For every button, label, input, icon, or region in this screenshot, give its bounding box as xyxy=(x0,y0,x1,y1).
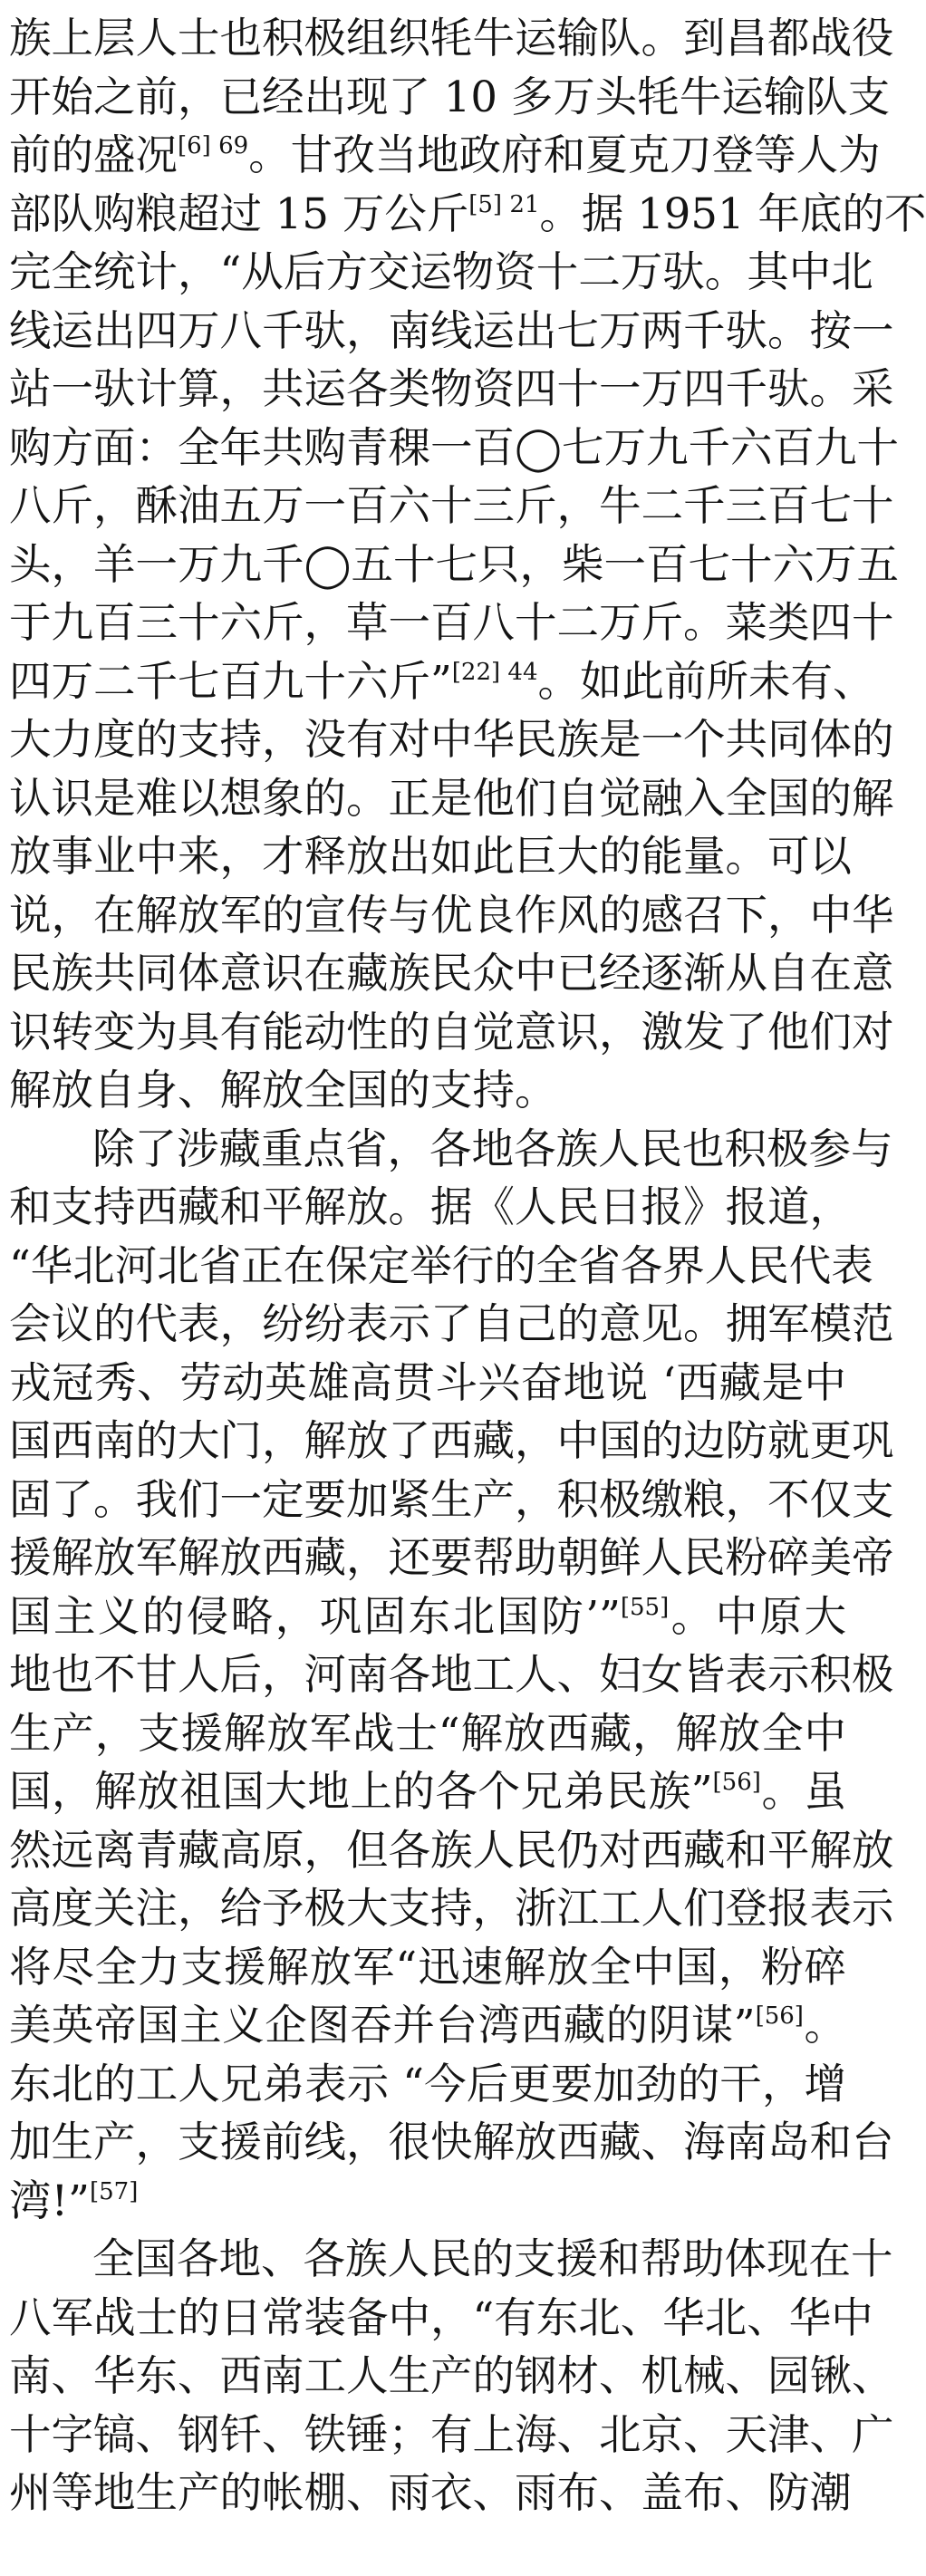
text-segment: 国西南的大门，解放了西藏，中国的边防就更巩 xyxy=(9,1416,894,1465)
text-segment: 然远离青藏高原，但各族人民仍对西藏和平解放 xyxy=(9,1825,894,1875)
text-segment: 高度关注，给予极大支持，浙江工人们登报表示 xyxy=(9,1884,894,1933)
citation-ref: [5] 21 xyxy=(468,190,540,218)
text-line xyxy=(9,1233,873,1298)
text-line xyxy=(9,64,891,130)
text-line xyxy=(9,1934,846,2000)
text-segment: 南、华东、西南工人生产的钢材、机械、园锹、 xyxy=(9,2351,894,2400)
text-segment: 说，在解放军的宣传与优良作风的感召下，中华 xyxy=(9,890,894,940)
text-segment: 。据 1951 年底的不 xyxy=(539,188,926,238)
text-segment: 完全统计，“从后方交运物资十二万驮。其中北 xyxy=(9,247,873,296)
text-line xyxy=(9,1701,846,1766)
text-line xyxy=(9,1408,894,1473)
text-segment: 固了。我们一定要加紧生产，积极缴粮，不仅支 xyxy=(9,1474,894,1524)
text-segment: 四万二千七百九十六斤” xyxy=(9,656,452,706)
text-segment: 购方面：全年共购青稞一百◯七万九千六百九十 xyxy=(9,422,900,472)
text-segment: 。如此前所未有、 xyxy=(537,656,875,706)
text-segment: 东北的工人兄弟表示 “今后更要加劲的干，增 xyxy=(9,2059,846,2108)
text-line xyxy=(9,1876,894,1941)
text-line xyxy=(9,824,852,889)
text-line xyxy=(9,2285,873,2350)
text-segment: 戎冠秀、劳动英雄高贯斗兴奋地说 ‘西藏是中 xyxy=(9,1357,846,1407)
text-segment: 。虽 xyxy=(760,1767,846,1816)
text-segment: 站一驮计算，共运各类物资四十一万四千驮。采 xyxy=(9,364,894,413)
text-segment: 美英帝国主义企图吞并台湾西藏的阴谋” xyxy=(9,2001,756,2050)
text-line xyxy=(9,1525,894,1590)
text-line xyxy=(9,1584,846,1649)
text-line xyxy=(9,1642,894,1707)
text-line xyxy=(92,2226,893,2291)
text-line xyxy=(9,2460,852,2525)
text-segment: 生产，支援解放军战士“解放西藏，解放全中 xyxy=(9,1708,846,1758)
text-segment: 湾!” xyxy=(9,2176,90,2225)
text-line xyxy=(9,5,894,71)
text-line xyxy=(9,2168,846,2233)
text-segment: 十字镐、钢钎、铁锤；有上海、北京、天津、广 xyxy=(9,2409,894,2459)
text-segment: 和支持西藏和平解放。据《人民日报》报道， xyxy=(9,1182,852,1231)
text-line xyxy=(9,122,881,188)
citation-ref: [22] 44 xyxy=(451,658,538,686)
text-segment: 除了涉藏重点省，各地各族人民也积极参与 xyxy=(92,1124,893,1173)
text-line xyxy=(9,181,926,246)
text-segment: 于九百三十六斤，草一百八十二万斤。菜类四十 xyxy=(9,598,894,647)
text-segment: 八斤，酥油五万一百六十三斤，牛二千三百七十 xyxy=(9,481,894,530)
text-line xyxy=(9,2051,846,2117)
text-segment: 线运出四万八千驮，南线运出七万两千驮。按一 xyxy=(9,305,894,355)
text-segment: 大力度的支持，没有对中华民族是一个共同体的 xyxy=(9,715,894,764)
text-line xyxy=(9,999,894,1065)
text-segment: 头，羊一万九千◯五十七只，柴一百七十六万五 xyxy=(9,539,900,589)
text-segment: 。 xyxy=(803,2001,846,2050)
text-line xyxy=(9,1467,894,1532)
text-segment: 。甘孜当地政府和夏克刀登等人为 xyxy=(248,130,881,179)
text-line xyxy=(9,2343,894,2408)
text-segment: 将尽全力支援解放军“迅速解放全中国，粉碎 xyxy=(9,1942,846,1992)
text-line xyxy=(9,356,894,421)
text-line xyxy=(9,473,894,538)
text-segment: 会议的代表，纷纷表示了自己的意见。拥军模范 xyxy=(9,1299,894,1348)
text-line xyxy=(9,941,894,1006)
citation-ref: [57] xyxy=(89,2177,139,2205)
text-line xyxy=(9,415,900,480)
citation-ref: [56] xyxy=(755,2002,804,2030)
text-segment: “华北河北省正在保定举行的全省各界人民代表 xyxy=(9,1240,873,1290)
text-line xyxy=(9,1992,846,2058)
text-line xyxy=(9,649,875,714)
text-line xyxy=(9,590,894,655)
text-segment: 援解放军解放西藏，还要帮助朝鲜人民粉碎美帝 xyxy=(9,1533,894,1582)
text-line xyxy=(9,2402,894,2467)
text-segment: 国，解放祖国大地上的各个兄弟民族” xyxy=(9,1767,713,1816)
text-line xyxy=(9,1174,852,1240)
text-line xyxy=(9,532,900,597)
text-segment: 解放自身、解放全国的支持。 xyxy=(9,1066,557,1114)
text-line xyxy=(9,707,894,772)
text-segment: 认识是难以想象的。正是他们自觉融入全国的解 xyxy=(9,773,894,823)
text-segment: 国主义的侵略，巩固东北国防’” xyxy=(9,1591,621,1641)
citation-ref: [55] xyxy=(620,1593,670,1621)
citation-ref: [6] 69 xyxy=(178,132,249,159)
text-segment: 部队购粮超过 15 万公斤 xyxy=(9,188,469,238)
text-segment: 州等地生产的帐棚、雨衣、雨布、盖布、防潮 xyxy=(9,2468,852,2517)
text-segment: 加生产，支援前线，很快解放西藏、海南岛和台 xyxy=(9,2118,894,2166)
text-segment: 族上层人士也积极组织牦牛运输队。到昌都战役 xyxy=(9,14,894,63)
text-segment: 开始之前，已经出现了 10 多万头牦牛运输队支 xyxy=(9,72,891,121)
text-segment: 。中原大 xyxy=(669,1591,846,1641)
text-segment: 地也不甘人后，河南各地工人、妇女皆表示积极 xyxy=(9,1650,894,1699)
text-segment: 全国各地、各族人民的支援和帮助体现在十 xyxy=(92,2234,893,2283)
text-segment: 民族共同体意识在藏族民众中已经逐渐从自在意 xyxy=(9,949,894,998)
text-line xyxy=(9,1759,846,1824)
text-segment: 识转变为具有能动性的自觉意识，激发了他们对 xyxy=(9,1007,894,1056)
text-line xyxy=(9,2109,894,2175)
text-line xyxy=(9,766,894,831)
text-line xyxy=(92,1116,893,1182)
citation-ref: [56] xyxy=(712,1769,761,1796)
text-segment: 放事业中来，才释放出如此巨大的能量。可以 xyxy=(9,832,852,881)
text-line xyxy=(9,298,894,363)
text-segment: 前的盛况 xyxy=(9,130,178,179)
text-segment: 八军战士的日常装备中，“有东北、华北、华中 xyxy=(9,2292,873,2342)
text-line xyxy=(9,1291,894,1356)
text-line xyxy=(9,1057,846,1123)
text-line xyxy=(9,1818,894,1883)
text-line xyxy=(9,883,894,948)
text-line xyxy=(9,239,873,304)
text-line xyxy=(9,1350,846,1415)
